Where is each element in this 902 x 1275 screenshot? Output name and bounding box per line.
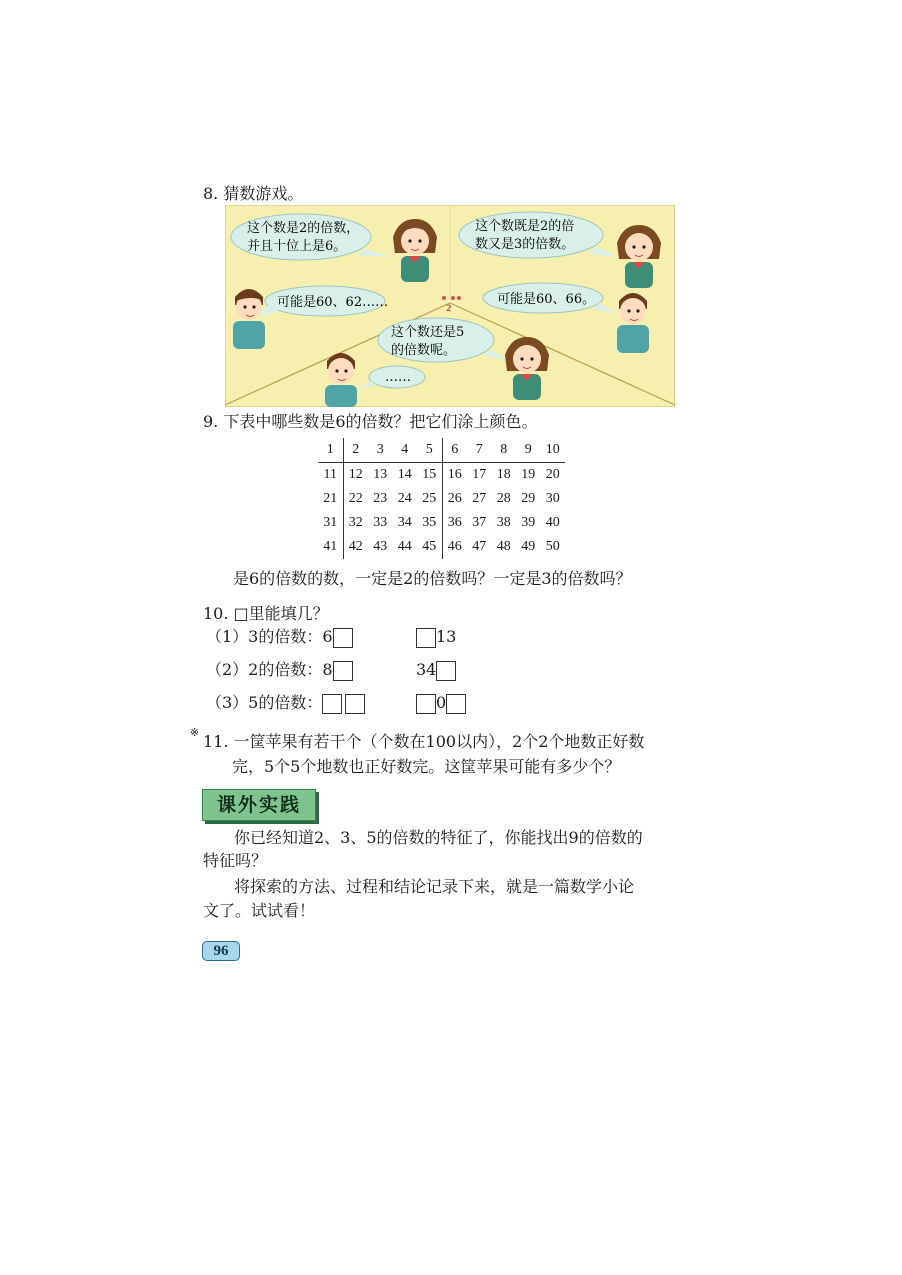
grid-cell[interactable]: 33: [373, 515, 388, 530]
grid-cell[interactable]: 22: [348, 491, 363, 506]
practice-p1-line1: 你已经知道2、3、5的倍数的特征了，你能找出9的倍数的: [234, 828, 643, 847]
grid-row: [318, 438, 565, 463]
grid-cell[interactable]: 8: [492, 438, 517, 463]
grid-cell[interactable]: 43: [373, 539, 388, 554]
q11-line1: 11. 一筐苹果有若干个（个数在100以内），2个2个地数正好数: [203, 732, 645, 751]
grid-cell[interactable]: 27: [472, 491, 487, 506]
bubble-girl-bottom-line2: 的倍数呢。: [391, 343, 457, 358]
practice-header: 课外实践: [202, 789, 316, 821]
grid-cell[interactable]: 17: [472, 467, 487, 482]
practice-p2-line1: 将探索的方法、过程和结论记录下来，就是一篇数学小论: [234, 877, 635, 896]
q9-title: 9. 下表中哪些数是6的倍数？把它们涂上颜色。: [203, 412, 538, 431]
grid-cell[interactable]: 50: [545, 539, 560, 554]
bubble-girl-right-line1: 这个数既是2的倍: [475, 219, 575, 234]
q10-row-2: [206, 659, 353, 681]
grid-cell[interactable]: 35: [417, 511, 442, 535]
grid-cell[interactable]: 21: [318, 487, 343, 511]
answer-box[interactable]: [436, 661, 456, 681]
q10-row-1b: [416, 626, 456, 648]
grid-cell[interactable]: 15: [417, 463, 442, 488]
answer-box[interactable]: [333, 661, 353, 681]
svg-text:2: 2: [446, 304, 452, 314]
digit: 6: [322, 627, 333, 646]
grid-cell[interactable]: 24: [397, 491, 412, 506]
grid-cell[interactable]: 2: [343, 438, 368, 463]
grid-cell[interactable]: 36: [447, 515, 462, 530]
grid-cell[interactable]: 13: [373, 467, 388, 482]
optional-mark: ※: [190, 726, 200, 739]
q8-title: 8. 猜数游戏。: [203, 184, 304, 203]
grid-cell[interactable]: 34: [397, 515, 412, 530]
bubble-girl-right-line2: 数又是3的倍数。: [475, 237, 575, 252]
number-grid: [318, 438, 565, 559]
grid-row: [318, 511, 565, 535]
q10-row-label: （2）2的倍数：: [206, 660, 323, 679]
grid-cell[interactable]: 14: [397, 467, 412, 482]
grid-cell[interactable]: 28: [496, 491, 511, 506]
grid-cell[interactable]: 6: [442, 438, 467, 463]
grid-cell[interactable]: 7: [467, 438, 492, 463]
grid-cell[interactable]: 29: [521, 491, 536, 506]
q10-row-2b: [416, 659, 456, 681]
grid-cell[interactable]: 32: [348, 515, 363, 530]
grid-cell[interactable]: 12: [348, 467, 363, 482]
grid-cell[interactable]: 1: [318, 438, 343, 463]
practice-p2-line2: 文了。试试看！: [203, 901, 316, 920]
bubble-girl-bottom-line1: 这个数还是5: [391, 325, 465, 340]
grid-cell[interactable]: 19: [521, 467, 536, 482]
grid-row: [318, 487, 565, 511]
page-number: 96: [202, 941, 240, 961]
grid-cell[interactable]: 16: [447, 467, 462, 482]
grid-cell[interactable]: 42: [348, 539, 363, 554]
grid-cell[interactable]: 11: [318, 463, 343, 488]
grid-cell[interactable]: 26: [447, 491, 462, 506]
bubble-girl-left-line2: 并且十位上是6。: [247, 239, 347, 254]
digit: 13: [436, 627, 457, 646]
bubble-boy-right: 可能是60、66。: [497, 292, 596, 307]
grid-cell[interactable]: 40: [545, 515, 560, 530]
answer-box[interactable]: [446, 694, 466, 714]
grid-cell[interactable]: 23: [373, 491, 388, 506]
grid-cell[interactable]: 10: [541, 438, 566, 463]
digit: 34: [416, 660, 437, 679]
bubble-boy-bottom: ……: [385, 370, 411, 385]
answer-box[interactable]: [345, 694, 365, 714]
grid-cell[interactable]: 45: [417, 535, 442, 559]
grid-cell[interactable]: 3: [368, 438, 393, 463]
grid-cell[interactable]: 48: [496, 539, 511, 554]
grid-cell[interactable]: 49: [521, 539, 536, 554]
grid-row: [318, 463, 565, 488]
q10-row-label: （3）5的倍数：: [206, 693, 323, 712]
digit: 8: [322, 660, 333, 679]
grid-cell[interactable]: 25: [417, 487, 442, 511]
answer-box[interactable]: [333, 628, 353, 648]
grid-cell[interactable]: 47: [472, 539, 487, 554]
q11-line2: 完，5个5个地数也正好数完。这筐苹果可能有多少个？: [232, 757, 621, 776]
practice-p1-line2: 特征吗？: [203, 851, 268, 870]
q10-row-label: （1）3的倍数：: [206, 627, 323, 646]
q10-row-3: [206, 692, 365, 714]
grid-row: [318, 535, 565, 559]
grid-cell[interactable]: 18: [496, 467, 511, 482]
grid-cell[interactable]: 4: [393, 438, 418, 463]
q10-row-3b: [416, 692, 466, 714]
answer-box[interactable]: [322, 694, 342, 714]
answer-box[interactable]: [416, 694, 436, 714]
grid-cell[interactable]: 39: [521, 515, 536, 530]
grid-cell[interactable]: 44: [397, 539, 412, 554]
digit: 0: [436, 693, 447, 712]
grid-cell[interactable]: 5: [417, 438, 442, 463]
guess-game-illustration: [225, 205, 675, 407]
grid-cell[interactable]: 9: [516, 438, 541, 463]
grid-cell[interactable]: 38: [496, 515, 511, 530]
grid-cell[interactable]: 41: [318, 535, 343, 559]
answer-box[interactable]: [416, 628, 436, 648]
q10-row-1: [206, 626, 353, 648]
grid-cell[interactable]: 30: [545, 491, 560, 506]
bubble-girl-left-line1: 这个数是2的倍数，: [247, 221, 360, 236]
grid-cell[interactable]: 37: [472, 515, 487, 530]
grid-cell[interactable]: 20: [545, 467, 560, 482]
q9-question: 是6的倍数的数，一定是2的倍数吗？一定是3的倍数吗？: [233, 569, 632, 588]
q10-title: 10. □里能填几？: [203, 604, 329, 623]
grid-cell[interactable]: 31: [318, 511, 343, 535]
bubble-boy-left: 可能是60、62……: [277, 295, 389, 310]
grid-cell[interactable]: 46: [447, 539, 462, 554]
